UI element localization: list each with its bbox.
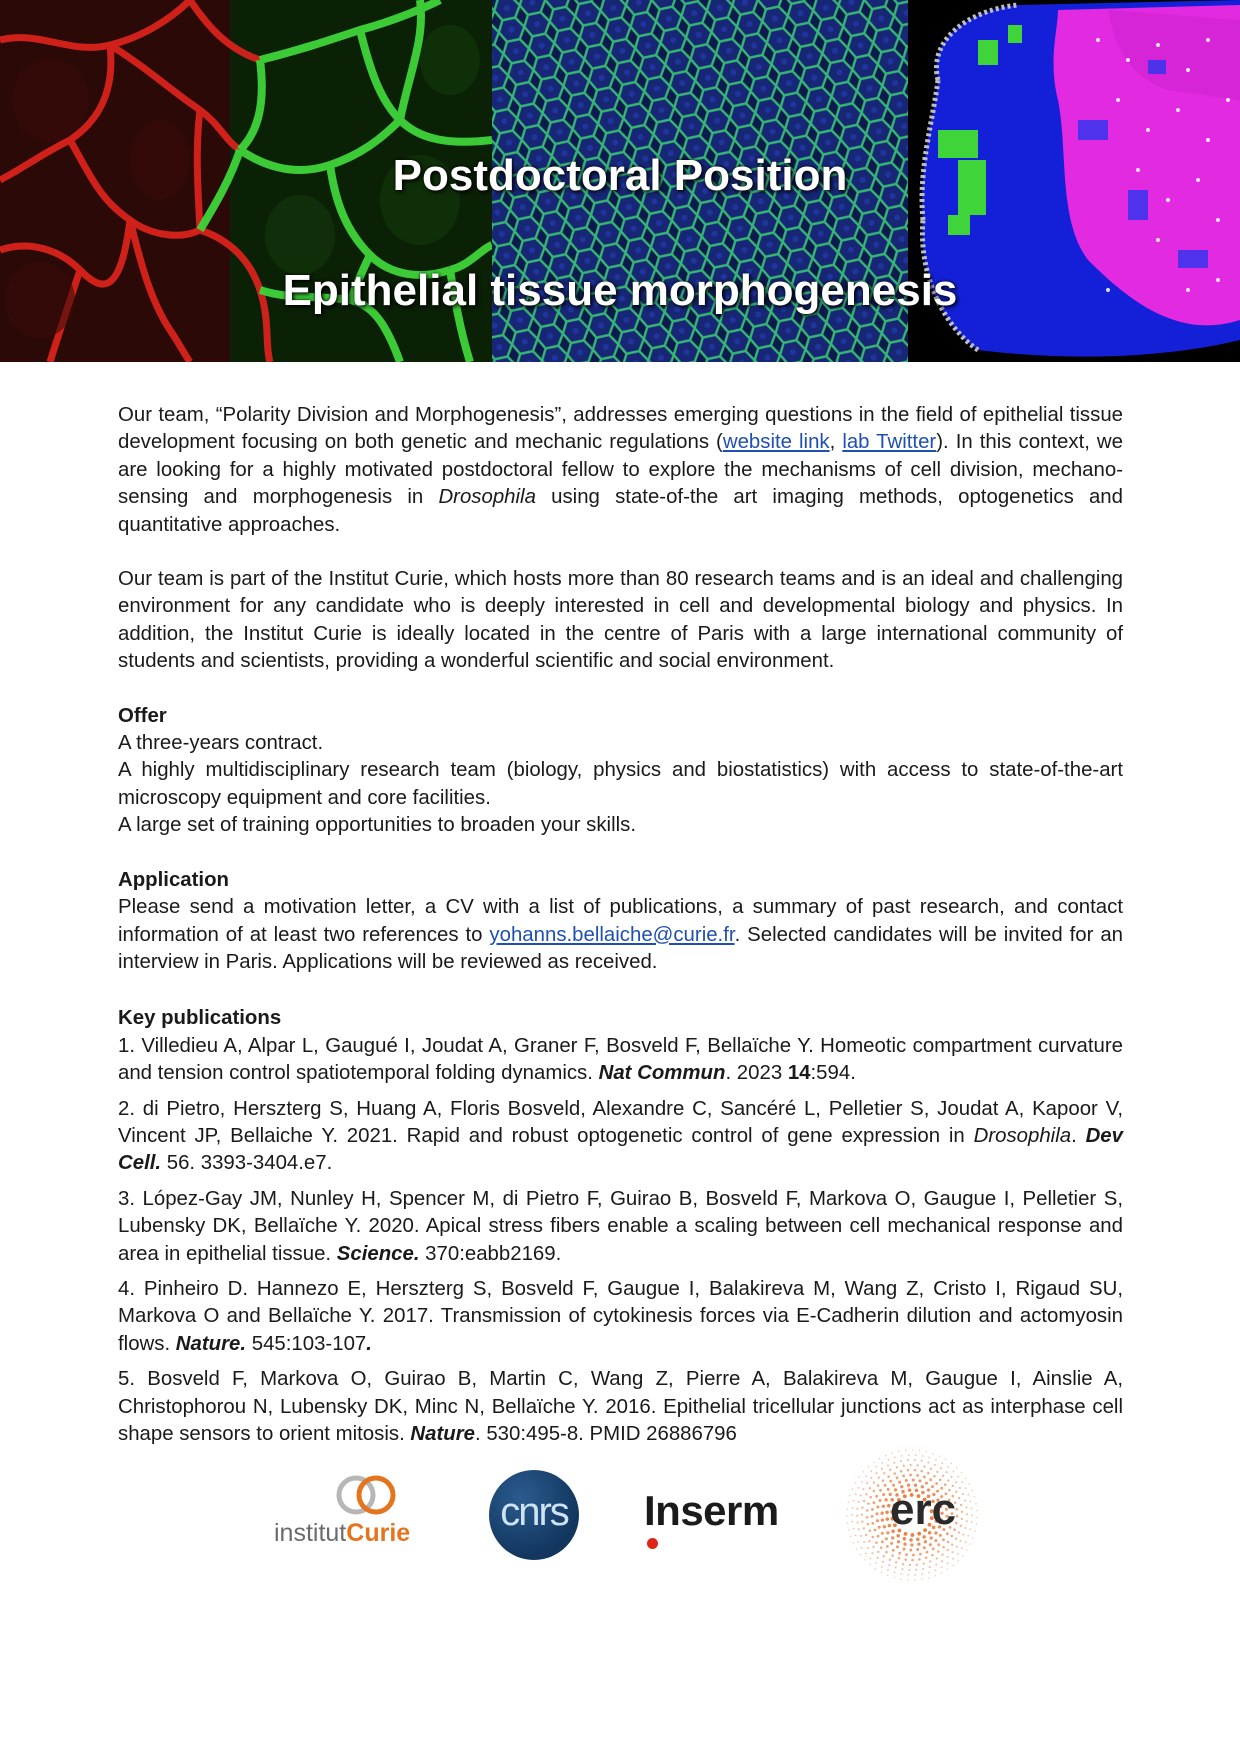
cnrs-logo: cnrs	[489, 1470, 579, 1560]
offer-item: A highly multidisciplinary research team (biology, physics and biostatistics) with access to state-of-the-art microscopy equipment and core facilities.	[118, 759, 1123, 809]
application-heading: Application	[118, 868, 230, 891]
institut-curie-logo: institutCurie	[274, 1471, 426, 1541]
publication-item: 4. Pinheiro D. Hannezo E, Herszterg S, Bosveld F, Gaugue I, Balakireva M, Wang Z, Cristo I, Rigaud SU, Markova O and Bellaïche Y. 2017. Transmission of cytokinesis forces via E-Cadherin dilution and actomyosin flows. Nature. 545:103-107.	[118, 1277, 1123, 1355]
offer-item: A large set of training opportunities to broaden your skills.	[118, 814, 636, 837]
publication-item: 5. Bosveld F, Markova O, Guirao B, Martin C, Wang Z, Pierre A, Balakireva M, Gaugue I, Ainslie A, Christophorou N, Lubensky DK, Minc N, Bellaïche Y. 2016. Epithelial tricellular junctions act as interphase cell shape sensors to orient mitosis. Nature. 530:495-8. PMID 26886796	[118, 1368, 1123, 1445]
publication-item: 2. di Pietro, Herszterg S, Huang A, Floris Bosveld, Alexandre C, Sancéré L, Pelletier S, Joudat A, Kapoor V, Vincent JP, Bellaiche Y. 2021. Rapid and robust optogenetic control of gene expression in Drosophila. Dev Cell. 56. 3393-3404.e7.	[118, 1097, 1123, 1175]
offer-heading: Offer	[118, 704, 167, 727]
intro-paragraph: Our team, “Polarity Division and Morphogenesis”, addresses emerging questions in the field of epithelial tissue development focusing on both genetic and mechanic regulations (website link, lab Twitter). In this context, we are looking for a highly motivated postdoctoral fellow to explore the mechanisms of cell division, mechano-sensing and morphogenesis in Drosophila using state-of-the art imaging methods, optogenetics and quantitative approaches.	[118, 404, 1123, 536]
email-link[interactable]: yohanns.bellaiche@curie.fr	[489, 923, 735, 946]
header-banner	[0, 0, 1240, 362]
institute-paragraph: Our team is part of the Institut Curie, which hosts more than 80 research teams and is an ideal and challenging environment for any candidate who is deeply interested in cell and developmental biology and physics. In addition, the Institut Curie is ideally located in the centre of Paris with a large international community of students and scientists, providing a wonderful scientific and social environment.	[118, 568, 1123, 673]
website-link[interactable]: website link	[722, 431, 830, 454]
offer-item: A three-years contract.	[118, 732, 324, 755]
lab-twitter-link[interactable]: lab Twitter	[842, 431, 937, 454]
application-paragraph: Please send a motivation letter, a CV with a list of publications, a summary of past research, and contact information of at least two references to yohanns.bellaiche@curie.fr. Selected candidates will be invited for an interview in Paris. Applications will be reviewed as received.	[118, 896, 1124, 973]
erc-logo: erc	[842, 1445, 982, 1585]
document-body	[118, 402, 1123, 1456]
publication-item: 1. Villedieu A, Alpar L, Gaugué I, Joudat A, Graner F, Bosveld F, Bellaïche Y. Homeotic compartment curvature and tension control spatiotemporal folding dynamics. Nat Commun. 2023 14:594.	[118, 1034, 1123, 1085]
publications-heading: Key publications	[118, 1007, 282, 1030]
inserm-logo: Inserm	[644, 1487, 779, 1535]
curie-rings-icon	[274, 1471, 426, 1519]
publication-item: 3. López-Gay JM, Nunley H, Spencer M, di Pietro F, Guirao B, Bosveld F, Markova O, Gaugue I, Pelletier S, Lubensky DK, Bellaïche Y. 2020. Apical stress fibers enable a scaling between cell mechanical response and area in epithelial tissue. Science. 370:eabb2169.	[118, 1187, 1123, 1265]
banner-title: Postdoctoral Position	[392, 151, 848, 200]
inserm-dot-icon	[647, 1538, 658, 1549]
banner-subtitle: Epithelial tissue morphogenesis	[282, 266, 958, 315]
partner-logos	[0, 1445, 1240, 1585]
